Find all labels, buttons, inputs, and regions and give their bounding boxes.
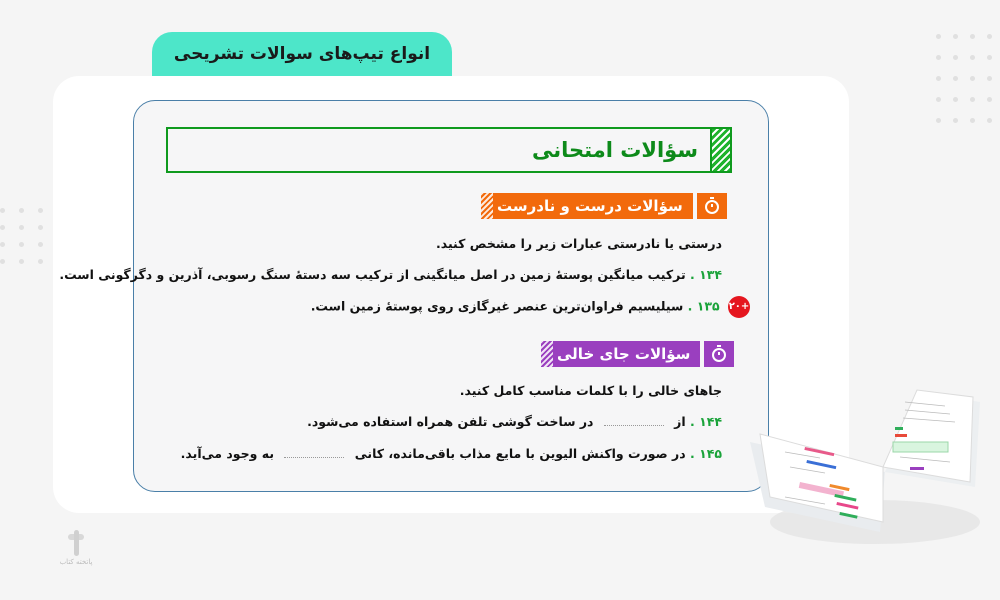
logo-text: پاتخته کتاب: [59, 558, 93, 566]
question-item: ۱۳۴ . ترکیب میانگین پوستهٔ زمین در اصل میانگینی از ترکیب سه دستهٔ سنگ رسوبی، آذرین و دگرگونی است.: [59, 267, 722, 282]
decorative-dots-left: [0, 208, 43, 264]
stopwatch-icon: [697, 193, 727, 219]
section-title: سؤالات جای خالی: [553, 341, 700, 367]
tab-title-text: انواع تیپ‌های سوالات تشریحی: [173, 44, 431, 64]
question-number: ۱۴۵: [699, 446, 722, 461]
question-number: ۱۳۵: [696, 298, 720, 314]
brand-logo: [56, 530, 96, 570]
main-title-box: [166, 127, 732, 173]
question-item: ۱۴۴ . از در ساخت گوشی تلفن همراه استفاده می‌شود.: [307, 414, 722, 429]
section-tab-title: [152, 32, 452, 76]
open-book-illustration: [745, 372, 985, 552]
question-text: ترکیب میانگین پوستهٔ زمین در اصل میانگینی از ترکیب سه دستهٔ سنگ رسوبی، آذرین و دگرگونی است.: [59, 267, 686, 282]
question-text-after: به وجود می‌آید.: [180, 446, 275, 461]
question-item: +۲۰ ۱۳۵ . سیلیسیم فراوان‌ترین عنصر غیرگازی روی پوستهٔ زمین است.: [311, 296, 750, 318]
question-text-before: از: [674, 414, 686, 429]
blank-line: [604, 425, 664, 426]
hatch-decoration: [710, 129, 730, 171]
stripe-decoration: [481, 193, 493, 219]
section-header-true-false: [481, 193, 727, 219]
question-item: ۱۴۵ . در صورت واکنش الیوین با مایع مذاب باقی‌مانده، کانی به وجود می‌آید.: [180, 446, 722, 461]
question-text-before: در صورت واکنش الیوین با مایع مذاب باقی‌مانده، کانی: [354, 446, 686, 461]
stripe-decoration: [541, 341, 553, 367]
question-text: سیلیسیم فراوان‌ترین عنصر غیرگازی روی پوستهٔ زمین است.: [310, 298, 684, 314]
instruction-text: جاهای خالی را با کلمات مناسب کامل کنید.: [459, 383, 722, 398]
section-header-fill-blank: [541, 341, 734, 367]
stopwatch-icon: [704, 341, 734, 367]
instruction-text: درستی یا نادرستی عبارات زیر را مشخص کنید.: [435, 236, 722, 251]
question-number: ۱۴۴: [699, 414, 722, 429]
question-text-after: در ساخت گوشی تلفن همراه استفاده می‌شود.: [307, 414, 594, 429]
score-badge: +۲۰: [728, 296, 750, 318]
decorative-dots-top-right: [936, 34, 992, 123]
section-title: سؤالات درست و نادرست: [493, 193, 693, 219]
main-title: سؤالات امتحانی: [532, 138, 698, 162]
blank-line: [284, 457, 344, 458]
question-number: ۱۳۴: [699, 267, 722, 282]
logo-mark-icon: [68, 530, 84, 556]
